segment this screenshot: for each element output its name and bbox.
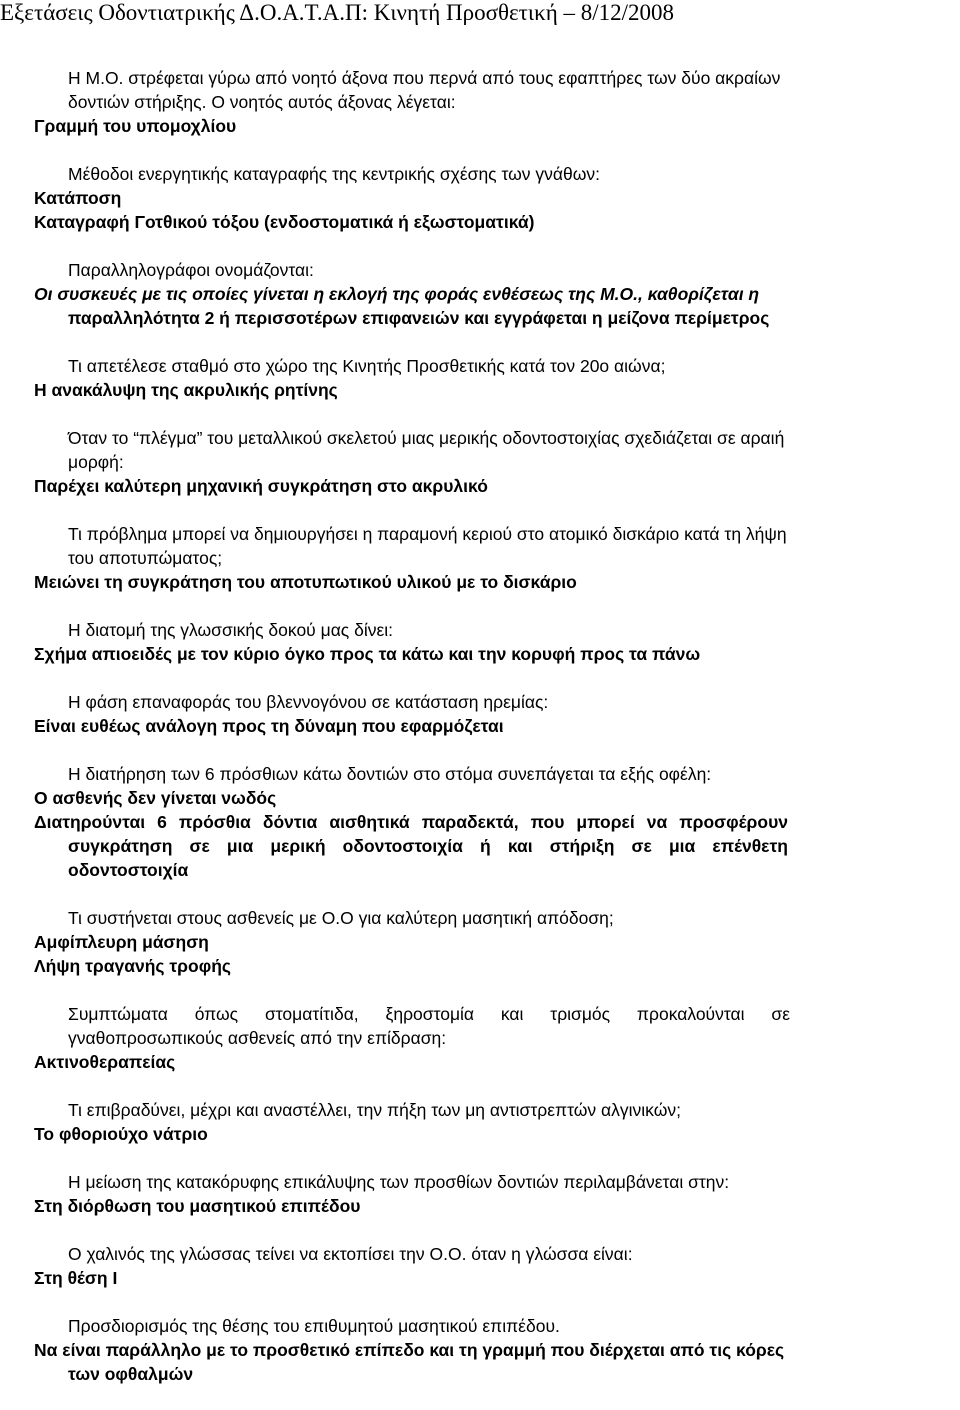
- document-body: [0, 66, 960, 1410]
- qa-item-1: [0, 66, 960, 138]
- question: Μέθοδοι ενεργητικής καταγραφής της κεντρικής σχέσης των γνάθων:: [68, 164, 601, 184]
- answer: Στη διόρθωση του μασητικού επιπέδου: [34, 1196, 361, 1216]
- answer: Μειώνει τη συγκράτηση του αποτυπωτικού υλικού με το δισκάριο: [34, 572, 577, 592]
- answer: Το φθοριούχο νάτριο: [34, 1124, 208, 1144]
- answer: Καταγραφή Γοτθικού τόξου (ενδοστοματικά ή εξωστοματικά): [34, 212, 535, 232]
- qa-item-9: [0, 762, 960, 882]
- qa-item-5: [0, 426, 960, 498]
- qa-item-7: [0, 618, 960, 666]
- qa-item-2: [0, 162, 960, 234]
- question: Όταν το “πλέγμα” του μεταλλικού σκελετού μιας μερικής οδοντοστοιχίας σχεδιάζεται σε αραιή μορφή:: [68, 428, 785, 472]
- qa-item-11: [0, 1002, 960, 1074]
- question: Τι επιβραδύνει, μέχρι και αναστέλλει, την πήξη των μη αντιστρεπτών αλγινικών;: [68, 1100, 681, 1120]
- answer: Παρέχει καλύτερη μηχανική συγκράτηση στο ακρυλικό: [34, 476, 488, 496]
- question: Τι πρόβλημα μπορεί να δημιουργήσει η παραμονή κεριού στο ατομικό δισκάριο κατά τη λήψη του αποτυπώματος;: [68, 524, 787, 568]
- question: Η μείωση της κατακόρυφης επικάλυψης των προσθίων δοντιών περιλαμβάνεται στην:: [68, 1172, 730, 1192]
- qa-item-4: [0, 354, 960, 402]
- answer: Οι συσκευές με τις οποίες γίνεται η εκλογή της φοράς ενθέσεως της Μ.Ο., καθορίζεται η: [34, 284, 760, 304]
- question: Συμπτώματα όπως στοματίτιδα, ξηροστομία και τρισμός προκαλούνται σε γναθοπροσωπικούς ασθενείς από την επίδραση:: [68, 1004, 790, 1048]
- question: Τι απετέλεσε σταθμό στο χώρο της Κινητής Προσθετικής κατά τον 20ο αιώνα;: [68, 356, 666, 376]
- question: Η διατήρηση των 6 πρόσθιων κάτω δοντιών στο στόμα συνεπάγεται τα εξής οφέλη:: [68, 764, 712, 784]
- answer: Σχήμα απιοειδές με τον κύριο όγκο προς τα κάτω και την κορυφή προς τα πάνω: [34, 644, 701, 664]
- answer: Αμφίπλευρη μάσηση: [34, 932, 209, 952]
- answer: Λήψη τραγανής τροφής: [34, 956, 232, 976]
- qa-item-15: [0, 1314, 960, 1386]
- question: Η Μ.Ο. στρέφεται γύρω από νοητό άξονα που περνά από τους εφαπτήρες των δύο ακραίων δοντιών στήριξης. Ο νοητός αυτός άξονας λέγεται:: [68, 68, 781, 112]
- question: Παραλληλογράφοι ονομάζονται:: [68, 260, 314, 280]
- question: Τι συστήνεται στους ασθενείς με Ο.Ο για καλύτερη μασητική απόδοση;: [68, 908, 614, 928]
- answer: Να είναι παράλληλο με το προσθετικό επίπεδο και τη γραμμή που διέρχεται από τις κόρες των οφθαλμών: [34, 1340, 785, 1384]
- answer: Κατάποση: [34, 188, 122, 208]
- answer: Ακτινοθεραπείας: [34, 1052, 176, 1072]
- qa-item-13: [0, 1170, 960, 1218]
- question: Ο χαλινός της γλώσσας τείνει να εκτοπίσει την Ο.Ο. όταν η γλώσσα είναι:: [68, 1244, 633, 1264]
- qa-item-14: [0, 1242, 960, 1290]
- qa-item-6: [0, 522, 960, 594]
- answer: Η ανακάλυψη της ακρυλικής ρητίνης: [34, 380, 338, 400]
- answer: Ο ασθενής δεν γίνεται νωδός: [34, 788, 277, 808]
- answer-continuation: παραλληλότητα 2 ή περισσοτέρων επιφανειών και εγγράφεται η μείζονα περίμετρος: [68, 308, 770, 328]
- answer: Στη θέση Ι: [34, 1268, 118, 1288]
- answer: Διατηρούνται 6 πρόσθια δόντια αισθητικά παραδεκτά, που μπορεί να προσφέρουν συγκράτηση σε μια μερική οδοντοστοιχία ή και στήριξη σε μια επένθετη οδοντοστοιχία: [34, 812, 788, 880]
- qa-item-12: [0, 1098, 960, 1146]
- question: Προσδιορισμός της θέσης του επιθυμητού μασητικού επιπέδου.: [68, 1316, 560, 1336]
- page-header: [0, 0, 960, 30]
- answer: Γραμμή του υπομοχλίου: [34, 116, 237, 136]
- question: Η φάση επαναφοράς του βλεννογόνου σε κατάσταση ηρεμίας:: [68, 692, 549, 712]
- qa-item-8: [0, 690, 960, 738]
- answer: Είναι ευθέως ανάλογη προς τη δύναμη που εφαρμόζεται: [34, 716, 504, 736]
- qa-item-3: [0, 258, 960, 330]
- question: Η διατομή της γλωσσικής δοκού μας δίνει:: [68, 620, 394, 640]
- qa-item-10: [0, 906, 960, 978]
- page-title: Εξετάσεις Οδοντιατρικής Δ.Ο.Α.Τ.Α.Π: Κινητή Προσθετική – 8/12/2008: [0, 0, 674, 25]
